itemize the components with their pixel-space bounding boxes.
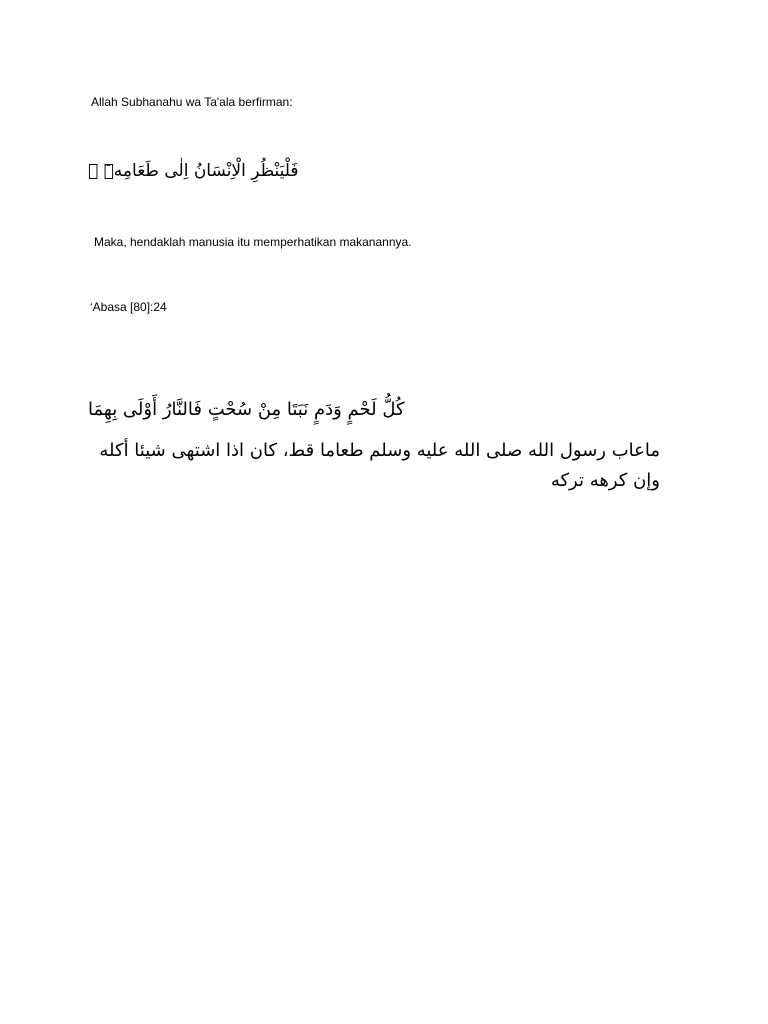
quran-verse-arabic: فَلْيَنْظُرِ الْاِنْسَانُ اِلٰى طَعَامِهٖٓ ۙ <box>88 161 299 181</box>
verse-translation: Maka, hendaklah manusia itu memperhatikan makanannya. <box>94 235 412 249</box>
intro-text: Allah Subhanahu wa Ta'ala berfirman: <box>91 95 293 109</box>
hadith-text: ماعاب رسول الله صلى الله عليه وسلم طعاما قط، كان اذا اشتهى شيئا أكله وإن كرهه تركه <box>99 440 660 491</box>
arabic-saying: كُلُّ لَحْمٍ وَدَمٍ نَبَتَا مِنْ سُحْتٍ فَالنَّارُ أَوْلَى بِهِمَا <box>88 399 405 420</box>
verse-reference: ‘Abasa [80]:24 <box>90 300 167 314</box>
